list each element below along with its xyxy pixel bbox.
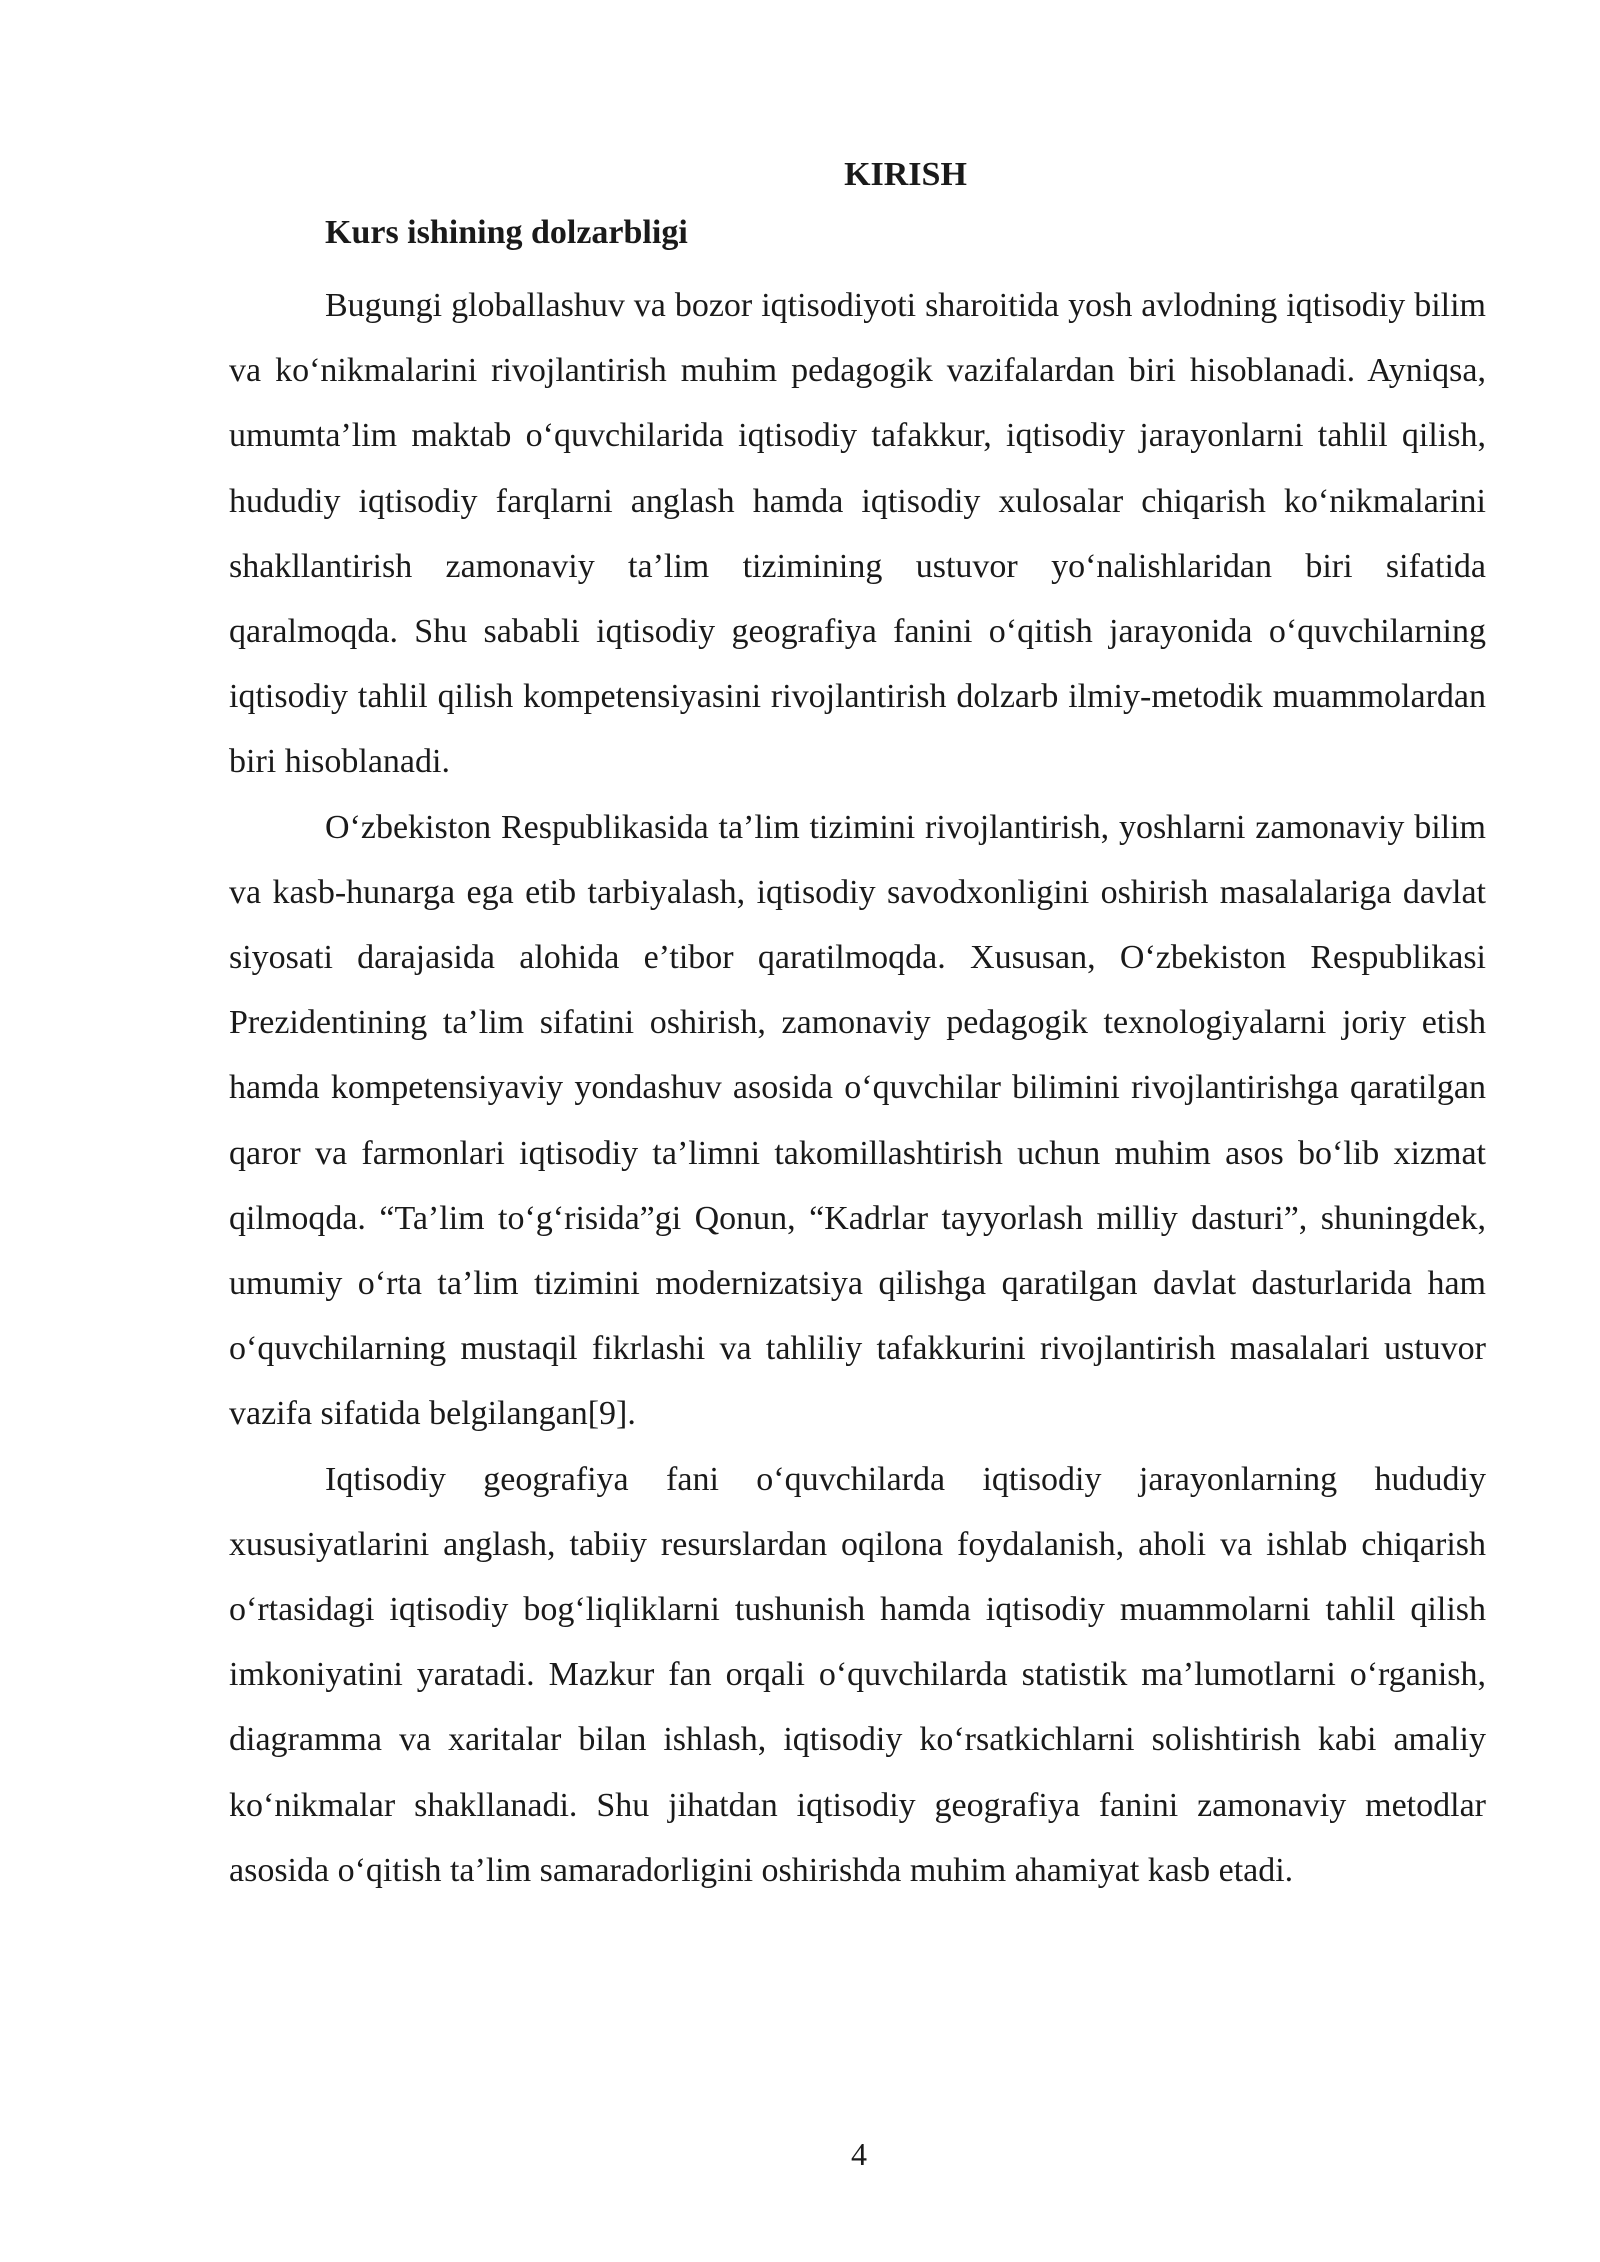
page-number: 4 <box>851 2136 867 2172</box>
paragraph-2: O‘zbekiston Respublikasida ta’lim tizimini rivojlantirish, yoshlarni zamonaviy bilim va kasb-hunarga ega etib tarbiyalash, iqtisodiy savodxonligini oshirish masalalariga davlat siyosati darajasida alohida e’tibor qaratilmoqda. Xususan, O‘zbekiston Respublikasi Prezidentining ta’lim sifatini oshirish, zamonaviy pedagogik texnologiyalarni joriy etish hamda kompetensiyaviy yondashuv asosida o‘quvchilar bilimini rivojlantirishga qaratilgan qaror va farmonlari iqtisodiy ta’limni takomillashtirish uchun muhim asos bo‘lib xizmat qilmoqda. “Ta’lim to‘g‘risida”gi Qonun, “Kadrlar tayyorlash milliy dasturi”, shuningdek, umumiy o‘rta ta’lim tizimini modernizatsiya qilishga qaratilgan davlat dasturlarida ham o‘quvchilarning mustaqil fikrlashi va tahliliy tafakkurini rivojlantirish masalalari ustuvor vazifa sifatida belgilangan[9]. <box>229 808 1486 1433</box>
page-content <box>229 150 1486 1903</box>
paragraph-3: Iqtisodiy geografiya fani o‘quvchilarda iqtisodiy jarayonlarning hududiy xususiyatlarini anglash, tabiiy resurslardan oqilona foydalanish, aholi va ishlab chiqarish o‘rtasidagi iqtisodiy bog‘liqliklarni tushunish hamda iqtisodiy muammolarni tahlil qilish imkoniyatini yaratadi. Mazkur fan orqali o‘quvchilarda statistik ma’lumotlarni o‘rganish, diagramma va xaritalar bilan ishlash, iqtisodiy ko‘rsatkichlarni solishtirish kabi amaliy ko‘nikmalar shakllanadi. Shu jihatdan iqtisodiy geografiya fanini zamonaviy metodlar asosida o‘qitish ta’lim samaradorligini oshirishda muhim ahamiyat kasb etadi. <box>229 1460 1486 1889</box>
paragraph-1: Bugungi globallashuv va bozor iqtisodiyoti sharoitida yosh avlodning iqtisodiy bilim va ko‘nikmalarini rivojlantirish muhim pedagogik vazifalardan biri hisoblanadi. Ayniqsa, umumta’lim maktab o‘quvchilarida iqtisodiy tafakkur, iqtisodiy jarayonlarni tahlil qilish, hududiy iqtisodiy farqlarni anglash hamda iqtisodiy xulosalar chiqarish ko‘nikmalarini shakllantirish zamonaviy ta’lim tizimining ustuvor yo‘nalishlaridan biri sifatida qaralmoqda. Shu sababli iqtisodiy geografiya fanini o‘qitish jarayonida o‘quvchilarning iqtisodiy tahlil qilish kompetensiyasini rivojlantirish dolzarb ilmiy-metodik muammolardan biri hisoblanadi. <box>229 287 1486 781</box>
section-subtitle: Kurs ishining dolzarbligi <box>325 214 688 251</box>
section-title: KIRISH <box>844 156 967 193</box>
